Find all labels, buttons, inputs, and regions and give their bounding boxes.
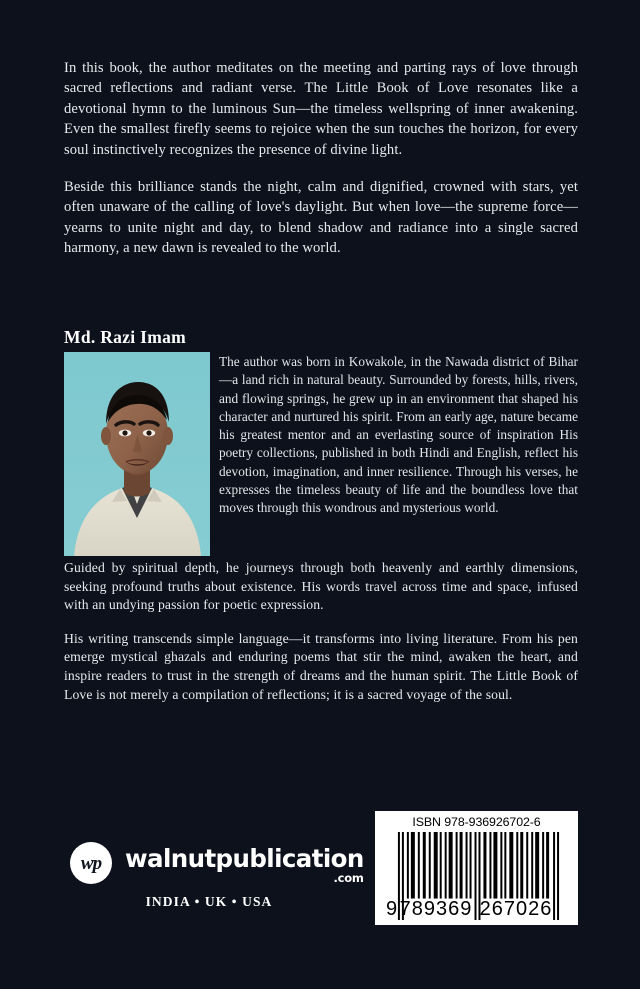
- barcode-bars-icon: [384, 832, 569, 920]
- publisher-logo: [70, 842, 364, 885]
- barcode-bars-area: [384, 832, 569, 920]
- blurb-paragraph-2: Beside this brilliance stands the night, calm and dignified, crowned with stars, yet often unaware of the calling of love's daylight. But when love—the supreme force—yearns to unite night and day, to blend shadow and radiance into a single sacred harmony, a new dawn is revealed to the world.: [64, 179, 578, 257]
- author-bio-paragraph-2: Guided by spiritual depth, he journeys through both heavenly and earthly dimensions, seeking profound truths about existence. His words travel across time and space, infused with an undying passion for poetic expression.: [64, 560, 578, 613]
- publisher-countries: INDIA • UK • USA: [145, 894, 273, 909]
- barcode-left-digits: 789369: [399, 898, 473, 920]
- publisher-wordmark: [125, 843, 364, 885]
- publisher-block: [70, 842, 364, 910]
- blurb-paragraph-1: In this book, the author meditates on the meeting and parting rays of love through sacred reflections and radiant verse. The Little Book of Love resonates like a devotional hymn to the luminous Sun—the timeless wellspring of inner awakening. Even the smallest firefly seems to rejoice when the sun touches the horizon, for every soul instinctively recognizes the presence of divine light.: [64, 60, 578, 158]
- blurb-section: [64, 58, 578, 259]
- author-bio-paragraph-3: His writing transcends simple language—it transforms into living literature. From his pen emerge mystical ghazals and enduring poems that stir the mind, awaken the heart, and inspire readers to trust in the strength of dreams and the human spirit. The Little Book of Love is not merely a compilation of reflections; it is a sacred voyage of the soul.: [64, 630, 578, 702]
- author-name: Md. Razi Imam: [64, 327, 187, 347]
- isbn-barcode: [375, 811, 578, 925]
- monogram-text: wp: [80, 852, 102, 874]
- publisher-name: walnutpublication: [125, 843, 364, 873]
- author-bio-beside-photo: The author was born in Kowakole, in the Nawada district of Bihar—a land rich in natural beauty. Surrounded by forests, hills, rivers, and flowing springs, he grew up in an environment that shaped his character and nurtured his spirit. From an early age, nature became his greatest mentor and an everlasting source of inspiration His poetry collections, published in both Hindi and English, reflect his devotion, imagination, and inner resilience. Through his verses, he expresses the timeless beauty of life and the boundless love that moves through this wondrous and mysterious world.: [219, 354, 578, 516]
- author-photo: [64, 352, 210, 556]
- author-portrait-illustration: [64, 352, 210, 556]
- barcode-right-digits: 267026: [479, 898, 553, 920]
- walnut-monogram-icon: [70, 842, 112, 884]
- author-bio-continued: [64, 559, 578, 719]
- publisher-tld: .com: [333, 870, 364, 885]
- isbn-label: ISBN 978-936926702-6: [412, 815, 541, 829]
- barcode-lead-digit: 9: [386, 898, 398, 920]
